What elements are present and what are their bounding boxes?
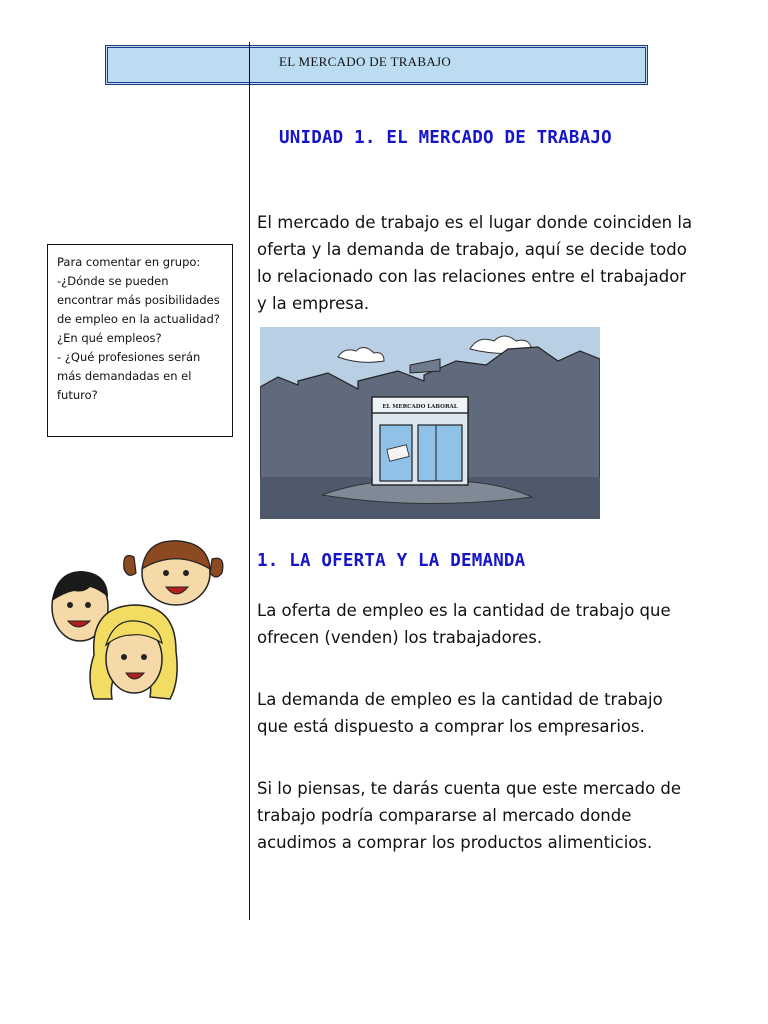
column-divider xyxy=(249,42,250,920)
unit-heading: UNIDAD 1. EL MERCADO DE TRABAJO xyxy=(279,128,612,148)
labor-market-illustration xyxy=(260,327,600,519)
section-heading-oferta-demanda: 1. LA OFERTA Y LA DEMANDA xyxy=(257,551,526,571)
paragraph-oferta: La oferta de empleo es la cantidad de trabajo que ofrecen (venden) los trabajadores. xyxy=(257,601,671,647)
children-faces-illustration xyxy=(42,525,232,711)
discussion-question-2: - ¿Qué profesiones serán más demandadas en el futuro? xyxy=(57,350,201,402)
paragraph-comparacion: Si lo piensas, te darás cuenta que este mercado de trabajo podría compararse al mercado donde acudimos a comprar los productos alimenticios. xyxy=(257,779,682,852)
discussion-question-1: -¿Dónde se pueden encontrar más posibilidades de empleo en la actualidad? ¿En qué empleos? xyxy=(57,274,220,345)
market-sign: EL MERCADO LABORAL xyxy=(382,404,458,410)
paragraph-demanda: La demanda de empleo es la cantidad de trabajo que está dispuesto a comprar los empresarios. xyxy=(257,690,663,736)
header-title: EL MERCADO DE TRABAJO xyxy=(279,54,452,69)
discussion-box xyxy=(47,244,233,437)
intro-paragraph: El mercado de trabajo es el lugar donde coinciden la oferta y la demanda de trabajo, aquí se decide todo lo relacionado con las relaciones entre el trabajador y la empresa. xyxy=(257,213,693,313)
discussion-title: Para comentar en grupo: xyxy=(57,255,201,269)
